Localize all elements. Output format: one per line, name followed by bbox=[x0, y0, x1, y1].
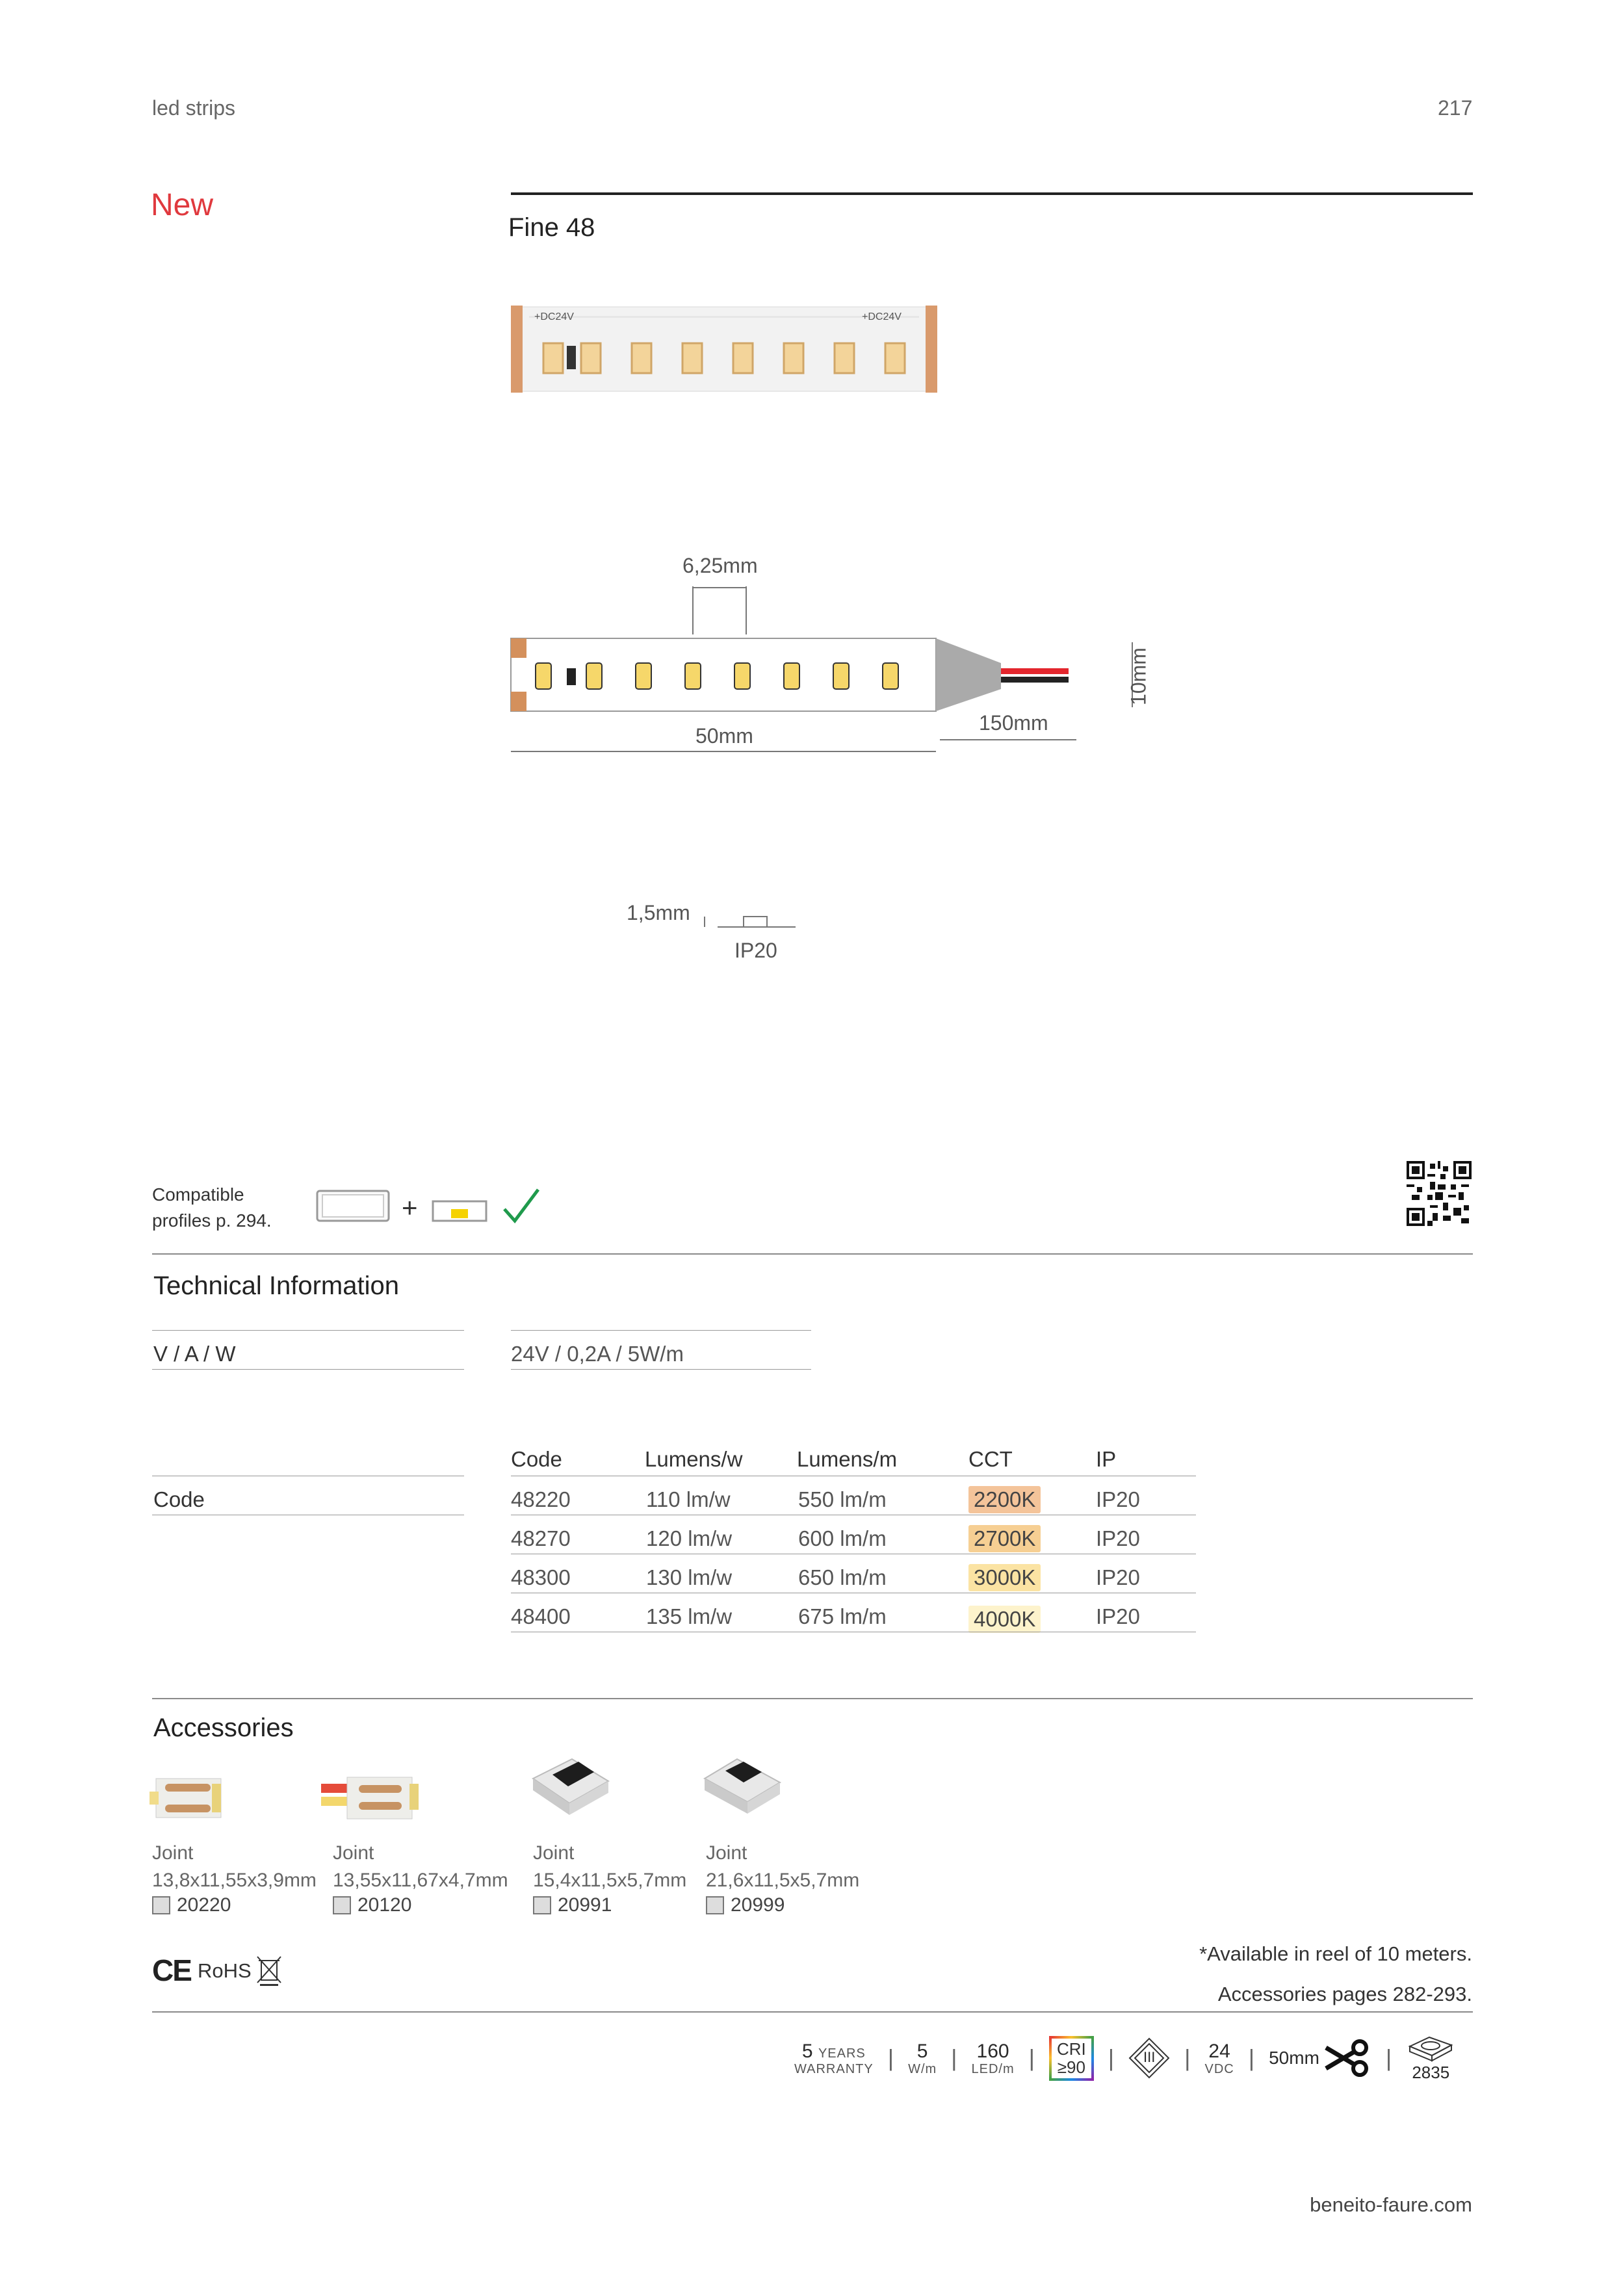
table-row-lumens-w: 110 lm/w bbox=[646, 1487, 731, 1511]
accessory-label: Joint bbox=[706, 1842, 747, 1864]
table-header-ip: IP bbox=[1096, 1447, 1117, 1471]
ce-mark: CE bbox=[152, 1953, 191, 1987]
leds-number: 160 bbox=[976, 2040, 1009, 2062]
table-header-cct: CCT bbox=[968, 1447, 1013, 1471]
accessory-code-row bbox=[333, 1894, 508, 1916]
joint-20220-image bbox=[149, 1772, 226, 1825]
pitch-label: 6,25mm bbox=[682, 554, 758, 577]
table-row-lumens-w: 120 lm/w bbox=[646, 1526, 733, 1550]
qr-code-icon[interactable] bbox=[1407, 1161, 1472, 1226]
table-header-lumens-w: Lumens/w bbox=[645, 1447, 743, 1471]
vaw-value-bottom-rule bbox=[511, 1369, 811, 1370]
table-row-lumens-m: 675 lm/m bbox=[798, 1604, 887, 1628]
plus-sign: + bbox=[402, 1192, 418, 1223]
accessory-code-row bbox=[533, 1894, 686, 1916]
table-row-code: 48300 bbox=[511, 1565, 571, 1589]
vaw-value: 24V / 0,2A / 5W/m bbox=[511, 1342, 684, 1366]
accessory-item bbox=[533, 1840, 686, 1916]
checkbox-square-icon bbox=[706, 1896, 724, 1914]
accessories-pages-note: Accessories pages 282-293. bbox=[1217, 1983, 1472, 2005]
separator: | bbox=[1028, 2044, 1035, 2072]
cable-label: 150mm bbox=[979, 711, 1048, 735]
table-row-ip: IP20 bbox=[1096, 1487, 1140, 1511]
joint-20999-image bbox=[698, 1751, 785, 1824]
table-row-lumens-m: 550 lm/m bbox=[798, 1487, 887, 1511]
voltage-unit: VDC bbox=[1204, 2061, 1234, 2076]
table-row-lumens-w: 135 lm/w bbox=[646, 1604, 733, 1628]
cct-badge: 2200K bbox=[968, 1486, 1041, 1513]
voltage-spec bbox=[1205, 2041, 1234, 2076]
height-label: 10mm bbox=[1126, 647, 1150, 705]
accessory-item bbox=[706, 1840, 859, 1916]
accessory-code: 20991 bbox=[558, 1894, 612, 1916]
length-label: 50mm bbox=[695, 724, 753, 748]
joint-20120-image bbox=[321, 1771, 420, 1825]
separator: | bbox=[1248, 2044, 1255, 2072]
leds-spec bbox=[972, 2041, 1015, 2076]
cri-top: CRI bbox=[1057, 2039, 1086, 2059]
ip-label: IP20 bbox=[734, 939, 777, 962]
accessory-code: 20999 bbox=[731, 1894, 785, 1916]
led-chip-icon bbox=[1406, 2035, 1455, 2063]
compatible-line1: Compatible bbox=[152, 1184, 244, 1205]
accessory-size: 15,4x11,5x5,7mm bbox=[533, 1870, 687, 1891]
scissors-icon bbox=[1323, 2039, 1371, 2078]
cct-badge: 3000K bbox=[968, 1564, 1041, 1591]
separator: | bbox=[1184, 2044, 1191, 2072]
strip-label-left: +DC24V bbox=[534, 311, 574, 322]
joint-20991-image bbox=[526, 1753, 614, 1825]
compatible-text bbox=[152, 1182, 272, 1234]
cri-icon bbox=[1049, 2036, 1094, 2081]
table-row-ip: IP20 bbox=[1096, 1526, 1140, 1550]
cct-badge: 4000K bbox=[968, 1606, 1041, 1633]
accessory-code: 20120 bbox=[357, 1894, 412, 1916]
accessory-code: 20220 bbox=[177, 1894, 231, 1916]
checkbox-square-icon bbox=[152, 1896, 170, 1914]
chip-spec bbox=[1406, 2035, 1455, 2082]
thickness-diagram bbox=[702, 910, 799, 936]
technical-title: Technical Information bbox=[153, 1272, 399, 1300]
separator: | bbox=[951, 2044, 957, 2072]
weee-bin-icon bbox=[255, 1954, 283, 1987]
accessory-label: Joint bbox=[152, 1842, 194, 1864]
vaw-value-top-rule bbox=[511, 1330, 811, 1331]
compatible-line2: profiles p. 294. bbox=[152, 1210, 272, 1231]
divider-specs bbox=[152, 2011, 1473, 2013]
table-header-code: Code bbox=[511, 1447, 562, 1471]
table-row-lumens-m: 650 lm/m bbox=[798, 1565, 887, 1589]
table-row-code: 48270 bbox=[511, 1526, 571, 1550]
table-row-code: 48400 bbox=[511, 1604, 571, 1628]
code-label: Code bbox=[153, 1487, 205, 1511]
accessory-item bbox=[152, 1840, 317, 1916]
page-number: 217 bbox=[1438, 96, 1473, 120]
power-number: 5 bbox=[916, 2040, 928, 2062]
table-row-lumens-m: 600 lm/m bbox=[798, 1526, 887, 1550]
dimension-diagram bbox=[507, 581, 1144, 763]
table-row-lumens-w: 130 lm/w bbox=[646, 1565, 733, 1589]
warranty-years: YEARS bbox=[818, 2046, 866, 2061]
divider-technical bbox=[152, 1253, 1473, 1255]
strip-label-right: +DC24V bbox=[862, 311, 902, 322]
table-row-code: 48220 bbox=[511, 1487, 571, 1511]
divider-accessories bbox=[152, 1698, 1473, 1699]
accessory-size: 13,55x11,67x4,7mm bbox=[333, 1870, 508, 1891]
section-label: led strips bbox=[152, 96, 236, 120]
accessory-label: Joint bbox=[333, 1842, 374, 1864]
separator: | bbox=[1108, 2044, 1115, 2072]
reel-note: *Available in reel of 10 meters. bbox=[1199, 1942, 1472, 1965]
cri-bottom: ≥90 bbox=[1057, 2057, 1085, 2078]
class-iii-icon bbox=[1128, 2037, 1170, 2079]
cut-length: 50mm bbox=[1269, 2048, 1319, 2068]
leds-unit: LED/m bbox=[971, 2061, 1015, 2076]
spec-icons bbox=[794, 2035, 1455, 2082]
new-badge: New bbox=[151, 188, 214, 222]
voltage-number: 24 bbox=[1208, 2040, 1230, 2062]
checkbox-square-icon bbox=[533, 1896, 551, 1914]
vaw-top-rule bbox=[152, 1330, 464, 1331]
strip-profile-icon bbox=[432, 1200, 487, 1222]
separator: | bbox=[887, 2044, 894, 2072]
separator: | bbox=[1385, 2044, 1392, 2072]
accessory-item bbox=[333, 1840, 508, 1916]
accessory-size: 21,6x11,5x5,7mm bbox=[706, 1870, 860, 1891]
cct-badge: 2700K bbox=[968, 1525, 1041, 1552]
chip-label: 2835 bbox=[1412, 2063, 1450, 2082]
check-icon bbox=[500, 1186, 542, 1227]
accessories-title: Accessories bbox=[153, 1714, 294, 1742]
table-row-ip: IP20 bbox=[1096, 1604, 1140, 1628]
website-link[interactable]: beneito-faure.com bbox=[1310, 2193, 1472, 2216]
warranty-word: WARRANTY bbox=[794, 2061, 874, 2076]
table-row-ip: IP20 bbox=[1096, 1565, 1140, 1589]
vaw-bottom-rule bbox=[152, 1369, 464, 1370]
title-rule bbox=[511, 192, 1473, 195]
class-label: III bbox=[1143, 2049, 1156, 2066]
power-unit: W/m bbox=[908, 2061, 937, 2076]
rohs-label: RoHS bbox=[198, 1959, 252, 1982]
accessory-code-row bbox=[152, 1894, 317, 1916]
warranty-spec bbox=[794, 2041, 874, 2076]
profile-icon bbox=[315, 1187, 391, 1223]
product-title: Fine 48 bbox=[508, 213, 595, 242]
vaw-label: V / A / W bbox=[153, 1342, 236, 1366]
accessory-size: 13,8x11,55x3,9mm bbox=[152, 1870, 317, 1891]
accessory-code-row bbox=[706, 1894, 859, 1916]
table-header-lumens-m: Lumens/m bbox=[797, 1447, 898, 1471]
thickness-label: 1,5mm bbox=[627, 901, 690, 924]
warranty-number: 5 bbox=[801, 2040, 813, 2062]
power-spec bbox=[908, 2041, 937, 2076]
strip-photo bbox=[511, 306, 937, 393]
checkbox-square-icon bbox=[333, 1896, 351, 1914]
accessory-label: Joint bbox=[533, 1842, 575, 1864]
